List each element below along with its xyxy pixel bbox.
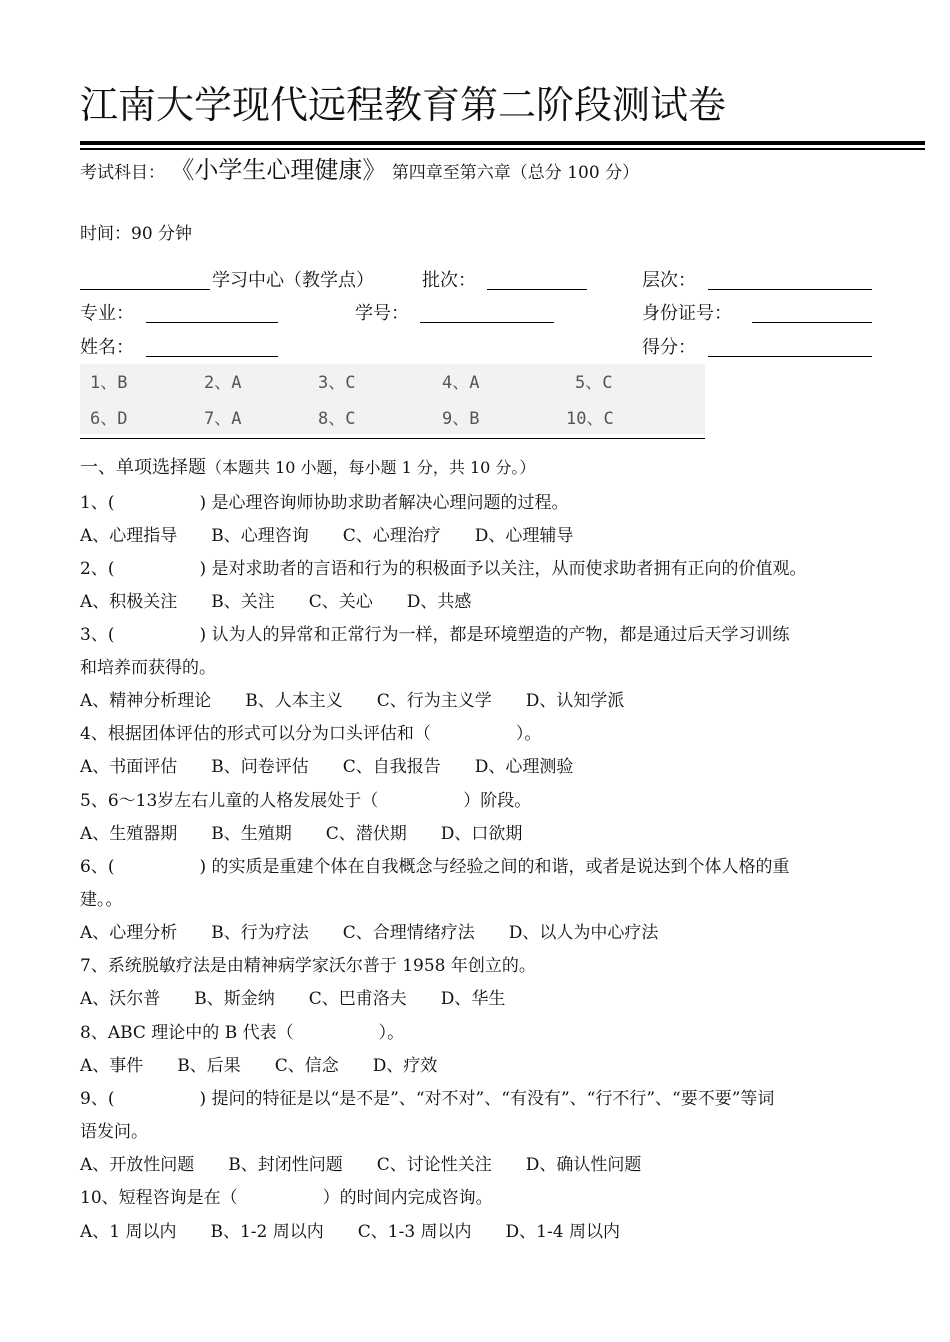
course-name: 《小学生心理健康》 bbox=[170, 156, 387, 184]
question-stem: 7、系统脱敏疗法是由精神病学家沃尔普于 1958 年创立的。 bbox=[80, 956, 536, 976]
score-blank[interactable] bbox=[708, 356, 872, 357]
level-blank[interactable] bbox=[708, 289, 872, 290]
question-options: A、事件 B、后果 C、信念 D、疗效 bbox=[80, 1056, 438, 1076]
question-stem: 4、根据团体评估的形式可以分为口头评估和（ ）。 bbox=[80, 724, 542, 744]
answer-item: 6、D bbox=[90, 409, 128, 429]
answer-item: 3、C bbox=[318, 373, 356, 393]
question-stem: 1、( ) 是心理咨询师协助求助者解决心理问题的过程。 bbox=[80, 493, 569, 513]
answer-item: 5、C bbox=[575, 373, 613, 393]
question-options: A、开放性问题 B、封闭性问题 C、讨论性关注 D、确认性问题 bbox=[80, 1155, 642, 1175]
question-options: A、精神分析理论 B、人本主义 C、行为主义学 D、认知学派 bbox=[80, 691, 625, 711]
answer-item: 1、B bbox=[90, 373, 128, 393]
major-label: 专业： bbox=[80, 303, 134, 324]
question-options: A、沃尔普 B、斯金纳 C、巴甫洛夫 D、华生 bbox=[80, 989, 506, 1009]
answer-item: 7、A bbox=[204, 409, 242, 429]
question-options: A、1 周以内 B、1-2 周以内 C、1-3 周以内 D、1-4 周以内 bbox=[80, 1222, 620, 1242]
question-options: A、生殖器期 B、生殖期 C、潜伏期 D、口欲期 bbox=[80, 824, 523, 844]
id-card-blank[interactable] bbox=[752, 322, 872, 323]
question-stem-continued: 建。。 bbox=[80, 890, 123, 910]
answer-key-rule bbox=[80, 438, 705, 439]
answer-item: 4、A bbox=[442, 373, 480, 393]
question-stem: 2、( ) 是对求助者的言语和行为的积极面予以关注，从而使求助者拥有正向的价值观。 bbox=[80, 559, 807, 579]
student-id-blank[interactable] bbox=[420, 322, 554, 323]
question-options: A、心理指导 B、心理咨询 C、心理治疗 D、心理辅导 bbox=[80, 526, 574, 546]
question-options: A、积极关注 B、关注 C、关心 D、共感 bbox=[80, 592, 472, 612]
subject-suffix: 第四章至第六章（总分 100 分） bbox=[391, 163, 640, 183]
exam-time: 时间：90 分钟 bbox=[80, 224, 193, 244]
center-label: 学习中心（教学点） bbox=[212, 270, 374, 291]
question-stem-continued: 和培养而获得的。 bbox=[80, 658, 216, 678]
exam-subject bbox=[80, 150, 639, 185]
subject-prefix: 考试科目： bbox=[80, 163, 165, 183]
answer-item: 2、A bbox=[204, 373, 242, 393]
question-stem: 10、短程咨询是在（ ）的时间内完成咨询。 bbox=[80, 1188, 493, 1208]
question-stem: 6、( ) 的实质是重建个体在自我概念与经验之间的和谐，或者是说达到个体人格的重 bbox=[80, 857, 790, 877]
name-blank[interactable] bbox=[146, 356, 278, 357]
question-options: A、心理分析 B、行为疗法 C、合理情绪疗法 D、以人为中心疗法 bbox=[80, 923, 659, 943]
major-blank[interactable] bbox=[146, 322, 278, 323]
answer-item: 10、C bbox=[566, 409, 614, 429]
name-label: 姓名： bbox=[80, 337, 134, 358]
section-note: （本题共 10 小题，每小题 1 分，共 10 分。） bbox=[206, 458, 536, 477]
batch-label: 批次： bbox=[422, 270, 476, 291]
section-heading bbox=[80, 453, 535, 479]
answer-item: 9、B bbox=[442, 409, 480, 429]
section-title: 一、单项选择题 bbox=[80, 457, 206, 478]
level-label: 层次： bbox=[642, 270, 696, 291]
page-title: 江南大学现代远程教育第二阶段测试卷 bbox=[80, 83, 727, 127]
id-card-label: 身份证号： bbox=[642, 303, 732, 324]
question-stem: 9、( ) 提问的特征是以“是不是”、“对不对”、“有没有”、“行不行”、“要不要”等词 bbox=[80, 1089, 775, 1109]
question-stem: 3、( ) 认为人的异常和正常行为一样，都是环境塑造的产物，都是通过后天学习训练 bbox=[80, 625, 790, 645]
batch-blank[interactable] bbox=[487, 289, 587, 290]
center-blank[interactable] bbox=[80, 289, 210, 290]
answer-item: 8、C bbox=[318, 409, 356, 429]
question-stem: 5、6～13岁左右儿童的人格发展处于（ ）阶段。 bbox=[80, 791, 532, 811]
title-rule-thick bbox=[80, 141, 925, 145]
answer-key bbox=[80, 364, 705, 434]
question-stem: 8、ABC 理论中的 B 代表（ ）。 bbox=[80, 1023, 405, 1043]
question-stem-continued: 语发问。 bbox=[80, 1122, 148, 1142]
score-label: 得分： bbox=[642, 337, 696, 358]
question-options: A、书面评估 B、问卷评估 C、自我报告 D、心理测验 bbox=[80, 757, 574, 777]
student-id-label: 学号： bbox=[355, 303, 409, 324]
